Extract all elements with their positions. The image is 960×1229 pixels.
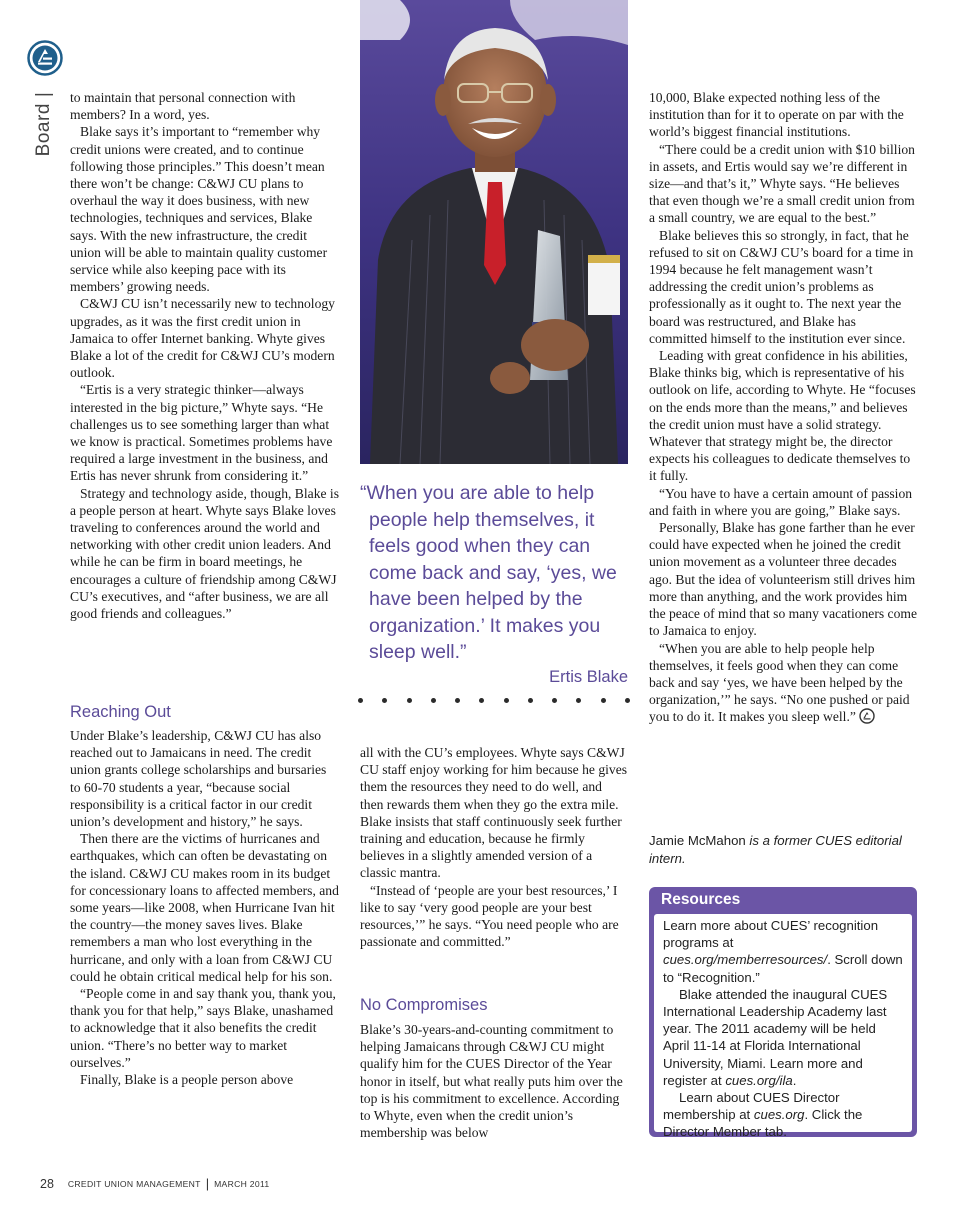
paragraph: 10,000, Blake expected nothing less of the institution than for it to operate on par with the world’s biggest financial institutions. xyxy=(649,90,904,140)
cues-logo-icon xyxy=(27,40,63,76)
resources-link-cues[interactable]: cues.org xyxy=(753,1107,805,1123)
resources-text: . Scroll down to “Recognition.” xyxy=(663,952,903,985)
pull-quote-attribution: Ertis Blake xyxy=(549,668,628,686)
paragraph: “Instead of ‘people are your best resources,’ I like to say ‘very good people are your best resources,’” he says. “You need people who are passionate and committed.” xyxy=(360,882,619,950)
cues-end-mark-icon xyxy=(859,708,875,724)
author-bio-text: is a former CUES editorial intern. xyxy=(649,833,902,866)
issue-date: MARCH 2011 xyxy=(214,1178,270,1189)
paragraph: Finally, Blake is a people person above xyxy=(80,1072,294,1088)
article-column-left-bottom xyxy=(70,727,340,1088)
article-column-left-top xyxy=(70,89,340,622)
paragraph: to maintain that personal connection with members? In a word, yes. xyxy=(70,90,296,123)
page-number: 28 xyxy=(40,1176,54,1191)
resources-text: Blake attended the inaugural CUES International Leadership Academy last year. The 2011 academy will be held April 11-14 at Florida International University, Miami. Learn more and register at xyxy=(663,986,888,1088)
portrait-photo xyxy=(360,0,628,464)
paragraph: “You have to have a certain amount of passion and faith in where you are going,” Blake says. xyxy=(649,485,913,518)
author-name: Jamie McMahon xyxy=(649,833,746,848)
paragraph: Then there are the victims of hurricanes and earthquakes, which can often be devastating on the island. C&WJ CU makes room in its budget for concessionary loans to affected members, and some years—like 2008, when Hurricane Ivan hit the country—the money saves lives. Blake remembers a man who lost everything in the hurricane, and only with a loan from C&WJ CU could he obtain critical medical help for his son. xyxy=(70,831,339,984)
section-label: Board| xyxy=(33,91,54,157)
resources-link-ila[interactable]: cues.org/ila xyxy=(725,1072,793,1088)
article-column-middle-last xyxy=(360,1021,628,1141)
article-column-middle-bottom xyxy=(360,744,628,950)
paragraph: “People come in and say thank you, thank you, thank you for that help,” says Blake, unashamed to acknowledge that it also benefits the credit union. “There’s no better way to market ourselves.” xyxy=(70,986,336,1070)
paragraph: “There could be a credit union with $10 billion in assets, and Ertis would say we’re different in size—and that’s it,” Whyte says. “He believes that even though we’re a small credit union from a small country, we are equal to the best.” xyxy=(649,141,915,226)
section-heading-no-compromises: No Compromises xyxy=(360,996,488,1014)
paragraph: C&WJ CU isn’t necessarily new to technology upgrades, as it was the first credit union in Jamaica to offer Internet banking. Whyte gives Blake a lot of the credit for C&WJ CU’s modern outlook. xyxy=(70,296,335,381)
resources-text: . xyxy=(792,1072,797,1088)
paragraph: Blake believes this so strongly, in fact, that he refused to sit on C&WJ CU’s board for a time in 1994 because he felt management wasn’t addressing the credit union’s problems as professionally as it ought to. The next year the board was restructured, and Blake has committed himself to the institution ever since. xyxy=(649,227,914,346)
footer-separator: | xyxy=(205,1176,210,1191)
paragraph: Personally, Blake has gone farther than he ever could have expected when he joined the credit union movement as a volunteer three decades ago. But the idea of volunteerism still drives him more than anything, and the work provides him the peace of mind that so many vacationers come to Jamaica to enjoy. xyxy=(649,520,917,639)
publication-name: CREDIT UNION MANAGEMENT xyxy=(67,1178,201,1189)
resources-paragraph xyxy=(663,917,904,986)
dotted-divider xyxy=(358,698,630,703)
paragraph: Under Blake’s leadership, C&WJ CU has also reached out to Jamaicans in need. The credit union grants college scholarships and bursaries to 60-70 students a year, “because social responsibility is a critical factor in our credit union’s development and history,” he says. xyxy=(70,728,327,830)
paragraph: Leading with great confidence in his abilities, Blake thinks big, which is representative of his outlook on life, according to Whyte. He “focuses on the ends more than the means,” and believes the credit union must have a solid strategy. Whatever that strategy might be, the director expects his colleagues to dedicate themselves to it fully. xyxy=(649,348,916,484)
resources-text: . Click the Director Member tab. xyxy=(663,1107,863,1140)
paragraph: Blake says it’s important to “remember why credit unions were created, and to continue following those principles.” This doesn’t mean there won’t be change: C&WJ CU plans to overhaul the way it does business, with new technologies, techniques and services, Blake says. With the new infrastructure, the credit union will be able to maintain quality customer service while also keeping pace with its members’ growing needs. xyxy=(70,124,328,295)
resources-paragraph xyxy=(663,1089,904,1141)
resources-title: Resources xyxy=(661,891,741,908)
pull-quote: “When you are able to help people help themselves, it feels good when they can come back and say, ‘yes, we have been helped by the organization.’ It makes you sleep well.” xyxy=(360,482,617,663)
page-footer xyxy=(40,1176,269,1191)
resources-link-memberresources[interactable]: cues.org/memberresources/ xyxy=(663,952,828,968)
resources-sidebar xyxy=(649,887,917,1140)
paragraph: all with the CU’s employees. Whyte says C&WJ CU staff enjoy working for him because he gives them the resources they need to do well, and then rewards them when they go the extra mile. Blake insists that staff continuously seek further training and education, because he firmly believes in a slightly amended version of a classic mantra. xyxy=(360,745,628,881)
paragraph: Strategy and technology aside, though, Blake is a people person at heart. Whyte says Blake loves traveling to conferences around the world and networking with other credit union leaders. And while he can be firm in board meetings, he encourages a culture of friendship among C&WJ CU’s executives, and “after business, we are all good friends and colleagues.” xyxy=(70,485,339,622)
section-heading-reaching-out: Reaching Out xyxy=(70,703,171,721)
closing-paragraph-text: “When you are able to help people help themselves, it feels good when they can come back and say ‘yes, we have been helped by the organization,’” he says. “No one pushed or paid you to do it. It makes you sleep well.” xyxy=(649,640,910,725)
article-column-right xyxy=(649,89,917,726)
paragraph: “Ertis is a very strategic thinker—always interested in the big picture,” Whyte says. “He challenges us to see something larger than what we know is practical. Sometimes problems have required a large investment in the business, and Ertis has never shrunk from considering it.” xyxy=(70,382,333,484)
author-bio xyxy=(649,832,917,868)
resources-text: Learn about CUES Director membership at xyxy=(663,1090,840,1123)
resources-body xyxy=(654,914,912,1140)
resources-text: Learn more about CUES’ recognition programs at xyxy=(663,918,879,951)
resources-paragraph xyxy=(663,986,904,1089)
paragraph xyxy=(649,640,917,726)
paragraph: Blake’s 30-years-and-counting commitment to helping Jamaicans through C&WJ CU might qualify him for the CUES Director of the Year honor in itself, but what really puts him over the top is his commitment to excellence. According to Whyte, even when the credit union’s membership was below xyxy=(360,1022,623,1141)
